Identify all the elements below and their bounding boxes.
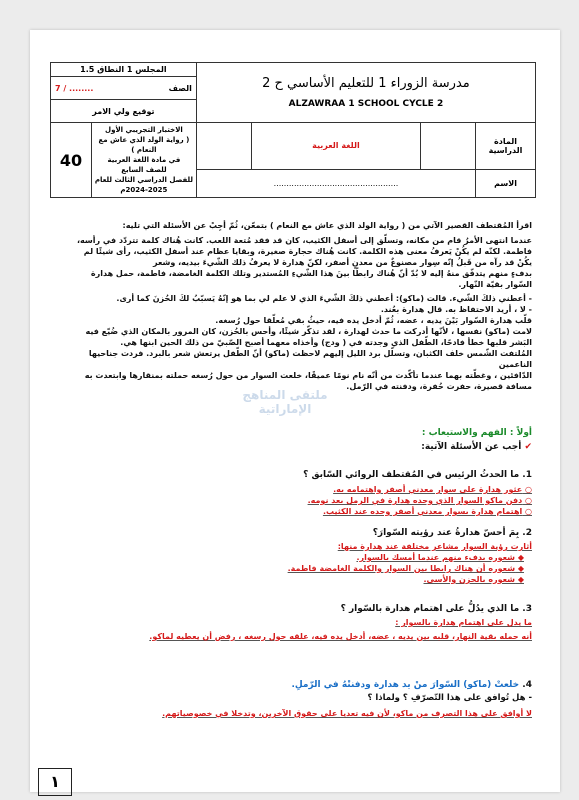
watermark-text: ملتقى المناهج الإماراتية bbox=[242, 388, 328, 416]
guardian-signature-label: توقيع ولي الامر bbox=[92, 106, 155, 116]
score-box bbox=[51, 123, 92, 197]
passage-line: عندما انتهى الأمرُ قام من مكانه، وتسلّق إلى أسفل الكثيب، كان قد فقد مُتعة اللعب. كانت هُناك كلمة تتردّد في رأسه، bbox=[76, 236, 532, 245]
subject-value: اللغة العربية bbox=[312, 141, 360, 151]
name-label: الاسم bbox=[494, 178, 517, 188]
option-text: شعوره أن هناك رابطا بين السوار والكلمة الغامضة فاطمة. bbox=[287, 564, 516, 573]
option-item: ○ اهتمام هدارة بسوار معدني أصفر وجده عند الكثيب. bbox=[322, 507, 532, 516]
option-text: دفن ماكو السوار الذي وجده هدارة في الرمل بعد نومه. bbox=[307, 496, 523, 505]
check-icon: ✔ bbox=[524, 442, 532, 452]
section-title: أولاً : الفهم والاستيعاب : bbox=[421, 428, 532, 438]
score-value: 40 bbox=[59, 150, 83, 170]
class-cell bbox=[51, 77, 197, 100]
blank-cell-2 bbox=[420, 123, 475, 170]
exam-page bbox=[30, 30, 560, 792]
score-exam-cell bbox=[51, 123, 197, 198]
question-text: ما الحدثُ الرئيس في المُقتطف الروائي السّابق ؟ bbox=[303, 470, 520, 480]
exam-term: للفصل الدراسي الثالث للعام bbox=[94, 176, 194, 184]
option-item: ○ عثور هدارة على سوار معدني أصفر واهتمامه به. bbox=[333, 485, 532, 494]
passage bbox=[54, 235, 532, 392]
question-number: 3 bbox=[525, 604, 532, 614]
option-text: شعوره بدفء منهم عندما أمسك بالسوار. bbox=[356, 553, 516, 562]
question-1: 1. ما الحدثُ الرئيس في المُقتطف الروائي السّابق ؟ ○ عثور هدارة على سوار معدني أصفر واهتمامه به. ○ دفن ماكو السوار الذي وجده هدارة في الرمل بعد نومه. ○ اهتمام هدارة بسوار معدني أصفر وجده عند الكثيب. bbox=[54, 468, 532, 517]
question-4: 4. خلعتْ (ماكو) السّوارَ منْ يد هدارة ودفنتْهُ في الرّملِ. - هل تُوافق على هذا التّصرّفِ ؟ ولماذا ؟ لا أوافق على هذا التصرف من ماكو، لأن فيه تعديا على حقوق الآخرين، وتدخلا في خصوصياتهم. bbox=[54, 678, 532, 719]
passage-line: قلّب هدارة السّوار بَيْنَ يديه ، عضه، ثُمّ أدخل يده فيه، حيثُ بقي مُعلّقا حول رُسغه. bbox=[215, 316, 532, 325]
class-label: الصف bbox=[168, 83, 192, 93]
school-name-cell bbox=[196, 63, 535, 123]
passage-line: - لا ، أريد الاحتفاظ به. قال هدارة بعُند. bbox=[380, 305, 532, 314]
option-item: ◆ شعوره بالحزن والأسى. bbox=[423, 575, 524, 584]
exam-novel: ( رواية الولد الذي عاش مع النعام ) bbox=[98, 136, 190, 154]
intro-text: اقرأ المُقتطف القصير الآتي من ( رواية الولد الذي عاش مع النعام ) بتمعّن، ثُمّ أجِبْ عن الأسئلة التي تليه: bbox=[122, 221, 532, 230]
passage-line: السّوار بقيّة النّهار. bbox=[458, 280, 532, 289]
option-item: ◆ شعوره بدفء منهم عندما أمسك بالسوار. bbox=[356, 553, 524, 562]
answer-lead: ما يدل على اهتمام هدارة بالسوار : bbox=[395, 618, 532, 627]
answer-options bbox=[54, 552, 524, 585]
question-number: 2 bbox=[525, 528, 532, 538]
exam-year: 2024-2025م bbox=[120, 186, 168, 194]
header-table bbox=[50, 62, 536, 198]
passage-line: مسافة قصيرة، حفرت حُفرة، ودفنته في الرّمل. bbox=[346, 382, 532, 391]
exam-title-block bbox=[92, 123, 196, 197]
exam-title: الاختبار التجريبي الأول bbox=[105, 126, 183, 134]
answer-options bbox=[54, 484, 532, 517]
name-label-cell bbox=[476, 169, 536, 197]
passage-line: يكُنْ قد رآه من قَبلُ إنّه سِوار مصنوعٌ من معدنٍ أصفر، لكنّ هدارة لا يعرفُ ذلك الشّيءَ بيديه، وشعر bbox=[152, 258, 532, 267]
answer-lead: أثارت رؤية السوار مشاعر مختلفة عند هدارة منها: bbox=[337, 542, 532, 551]
subject-value-cell bbox=[252, 123, 420, 170]
answer-text: لا أوافق على هذا التصرف من ماكو، لأن فيه تعديا على حقوق الآخرين، وتدخلا في خصوصياتهم. bbox=[162, 709, 532, 718]
blank-cell-1 bbox=[196, 123, 251, 170]
option-text: عثور هدارة على سوار معدني أصفر واهتمامه به. bbox=[333, 485, 523, 494]
option-item: ○ دفن ماكو السوار الذي وجده هدارة في الرمل بعد نومه. bbox=[307, 496, 532, 505]
watermark bbox=[230, 388, 340, 438]
school-name-en: ALZAWRAA 1 SCHOOL CYCLE 2 bbox=[288, 99, 444, 109]
intro-and-passage bbox=[54, 220, 532, 392]
question-text: خلعتْ (ماكو) السّوارَ منْ يد هدارة ودفنتْهُ في الرّملِ. bbox=[291, 680, 520, 690]
question-number: 4 bbox=[525, 680, 532, 690]
passage-line: بدفءٍ منهم يتدفّق منهُ إليه لا بُدّ أنّ هُناك رابطًا بينَ هذا الشّيءِ المُستدير وتلك الكلمة الغامضة، فاطمة، حمل هدارة bbox=[90, 269, 532, 278]
question-text: بِمَ أحسّ هدارةُ عند رؤيته السّوارَ؟ bbox=[372, 528, 520, 538]
school-name-ar: مدرسة الزوراء 1 للتعليم الأساسي ح 2 bbox=[262, 76, 470, 91]
question-number: 1 bbox=[525, 470, 532, 480]
option-item: ◆ شعوره أن هناك رابطا بين السوار والكلمة الغامضة فاطمة. bbox=[287, 564, 524, 573]
passage-line: فاطمة. لكنّه لم يكُنْ يَعرفُ معنى هذه الكلمة. كانت هُناك حجارة صغيرة، وبقايا عظام عند أسفل الكثيب، رأى شيئًا لم bbox=[83, 247, 532, 256]
class-value: 7 / ........ bbox=[55, 83, 94, 93]
answer-text: أنه حمله بقية النهار، قلبه بين يديه ، عضه، أدخل يده فيه، علقه حول رسغه ، رفض أن يعطيه لماكو. bbox=[149, 632, 532, 641]
exam-subject-line: في مادة اللغة العربية bbox=[107, 156, 181, 164]
page-number-box bbox=[38, 768, 72, 796]
exam-grade: للصف السابع bbox=[121, 166, 167, 174]
section-instruction bbox=[54, 442, 532, 453]
option-text: اهتمام هدارة بسوار معدني أصفر وجده عند الكثيب. bbox=[322, 507, 523, 516]
passage-line: - أعطني ذلكَ الشّيء. قالت (ماكو): أعطني ذلكَ الشّيءَ الذي لا علم لي بما هو إنّهُ يَسبّبُ لكَ الحُزنَ كما أرى. bbox=[116, 294, 532, 303]
instruction-text: أجب عن الأسئلة الآتية: bbox=[421, 442, 522, 452]
passage-line: الدّافئين ، وغطّته بهما عندما تأكّدت من أنّه نام نومًا عميقًا، خلعت السوار من حول رُسغه حملته بمنقارها وابتعدت به bbox=[84, 371, 532, 380]
council-cell bbox=[51, 63, 197, 77]
page-number: ١ bbox=[50, 772, 60, 791]
option-text: شعوره بالحزن والأسى. bbox=[423, 575, 516, 584]
passage-line: البَشر قلبها خطأ فادحًا، الطّفل الذي وجدته في ( ودج) وأخذاه معهما أصبح الصّبيّ من ذلك الحين ابنها هي. bbox=[120, 338, 532, 347]
passage-line: المُلتفت الشّمس خلف الكثبان، وتسلّل برد الليل إليهم لاحظت (ماكو) أنّ الطّفل يرتعش شعر بالبرد. فردت جناحيها الناعمين bbox=[88, 349, 532, 369]
passage-line: لامت (ماكو) نفسها ، لأنّها أدركت ما حدث لهدارة ، لقد تذكّر شيئًا، وأحس بالحُزن، كان المرور بالمكان الذي ضُيّع فيه bbox=[85, 327, 532, 336]
guardian-cell bbox=[51, 100, 197, 123]
subject-label-cell bbox=[476, 123, 536, 170]
name-field-cell[interactable] bbox=[196, 169, 475, 197]
question-3: 3. ما الذي يدُلُّ على اهتمام هدارة بالسّوار ؟ ما يدل على اهتمام هدارة بالسوار : أنه حمله بقية النهار، قلبه بين يديه ، عضه، أدخل يده فيه، علقه حول رسغه ، رفض أن يعطيه لماكو. bbox=[54, 602, 532, 642]
council-text: المجلس 1 النطاق 1.5 bbox=[80, 65, 167, 74]
sub-question: - هل تُوافق على هذا التّصرّفِ ؟ ولماذا ؟ bbox=[367, 693, 532, 703]
name-dots: ................................................. bbox=[273, 178, 399, 188]
subject-label: المادة الدراسية bbox=[488, 136, 523, 155]
question-2: 2. بِمَ أحسّ هدارةُ عند رؤيته السّوارَ؟ أثارت رؤية السوار مشاعر مختلفة عند هدارة منها: ◆ شعوره بدفء منهم عندما أمسك بالسوار. ◆ شعوره أن هناك رابطا بين السوار والكلمة الغامضة فاطمة. ◆ شعوره بالحزن والأسى. bbox=[54, 526, 532, 585]
question-text: ما الذي يدُلُّ على اهتمام هدارة بالسّوار ؟ bbox=[340, 604, 520, 614]
